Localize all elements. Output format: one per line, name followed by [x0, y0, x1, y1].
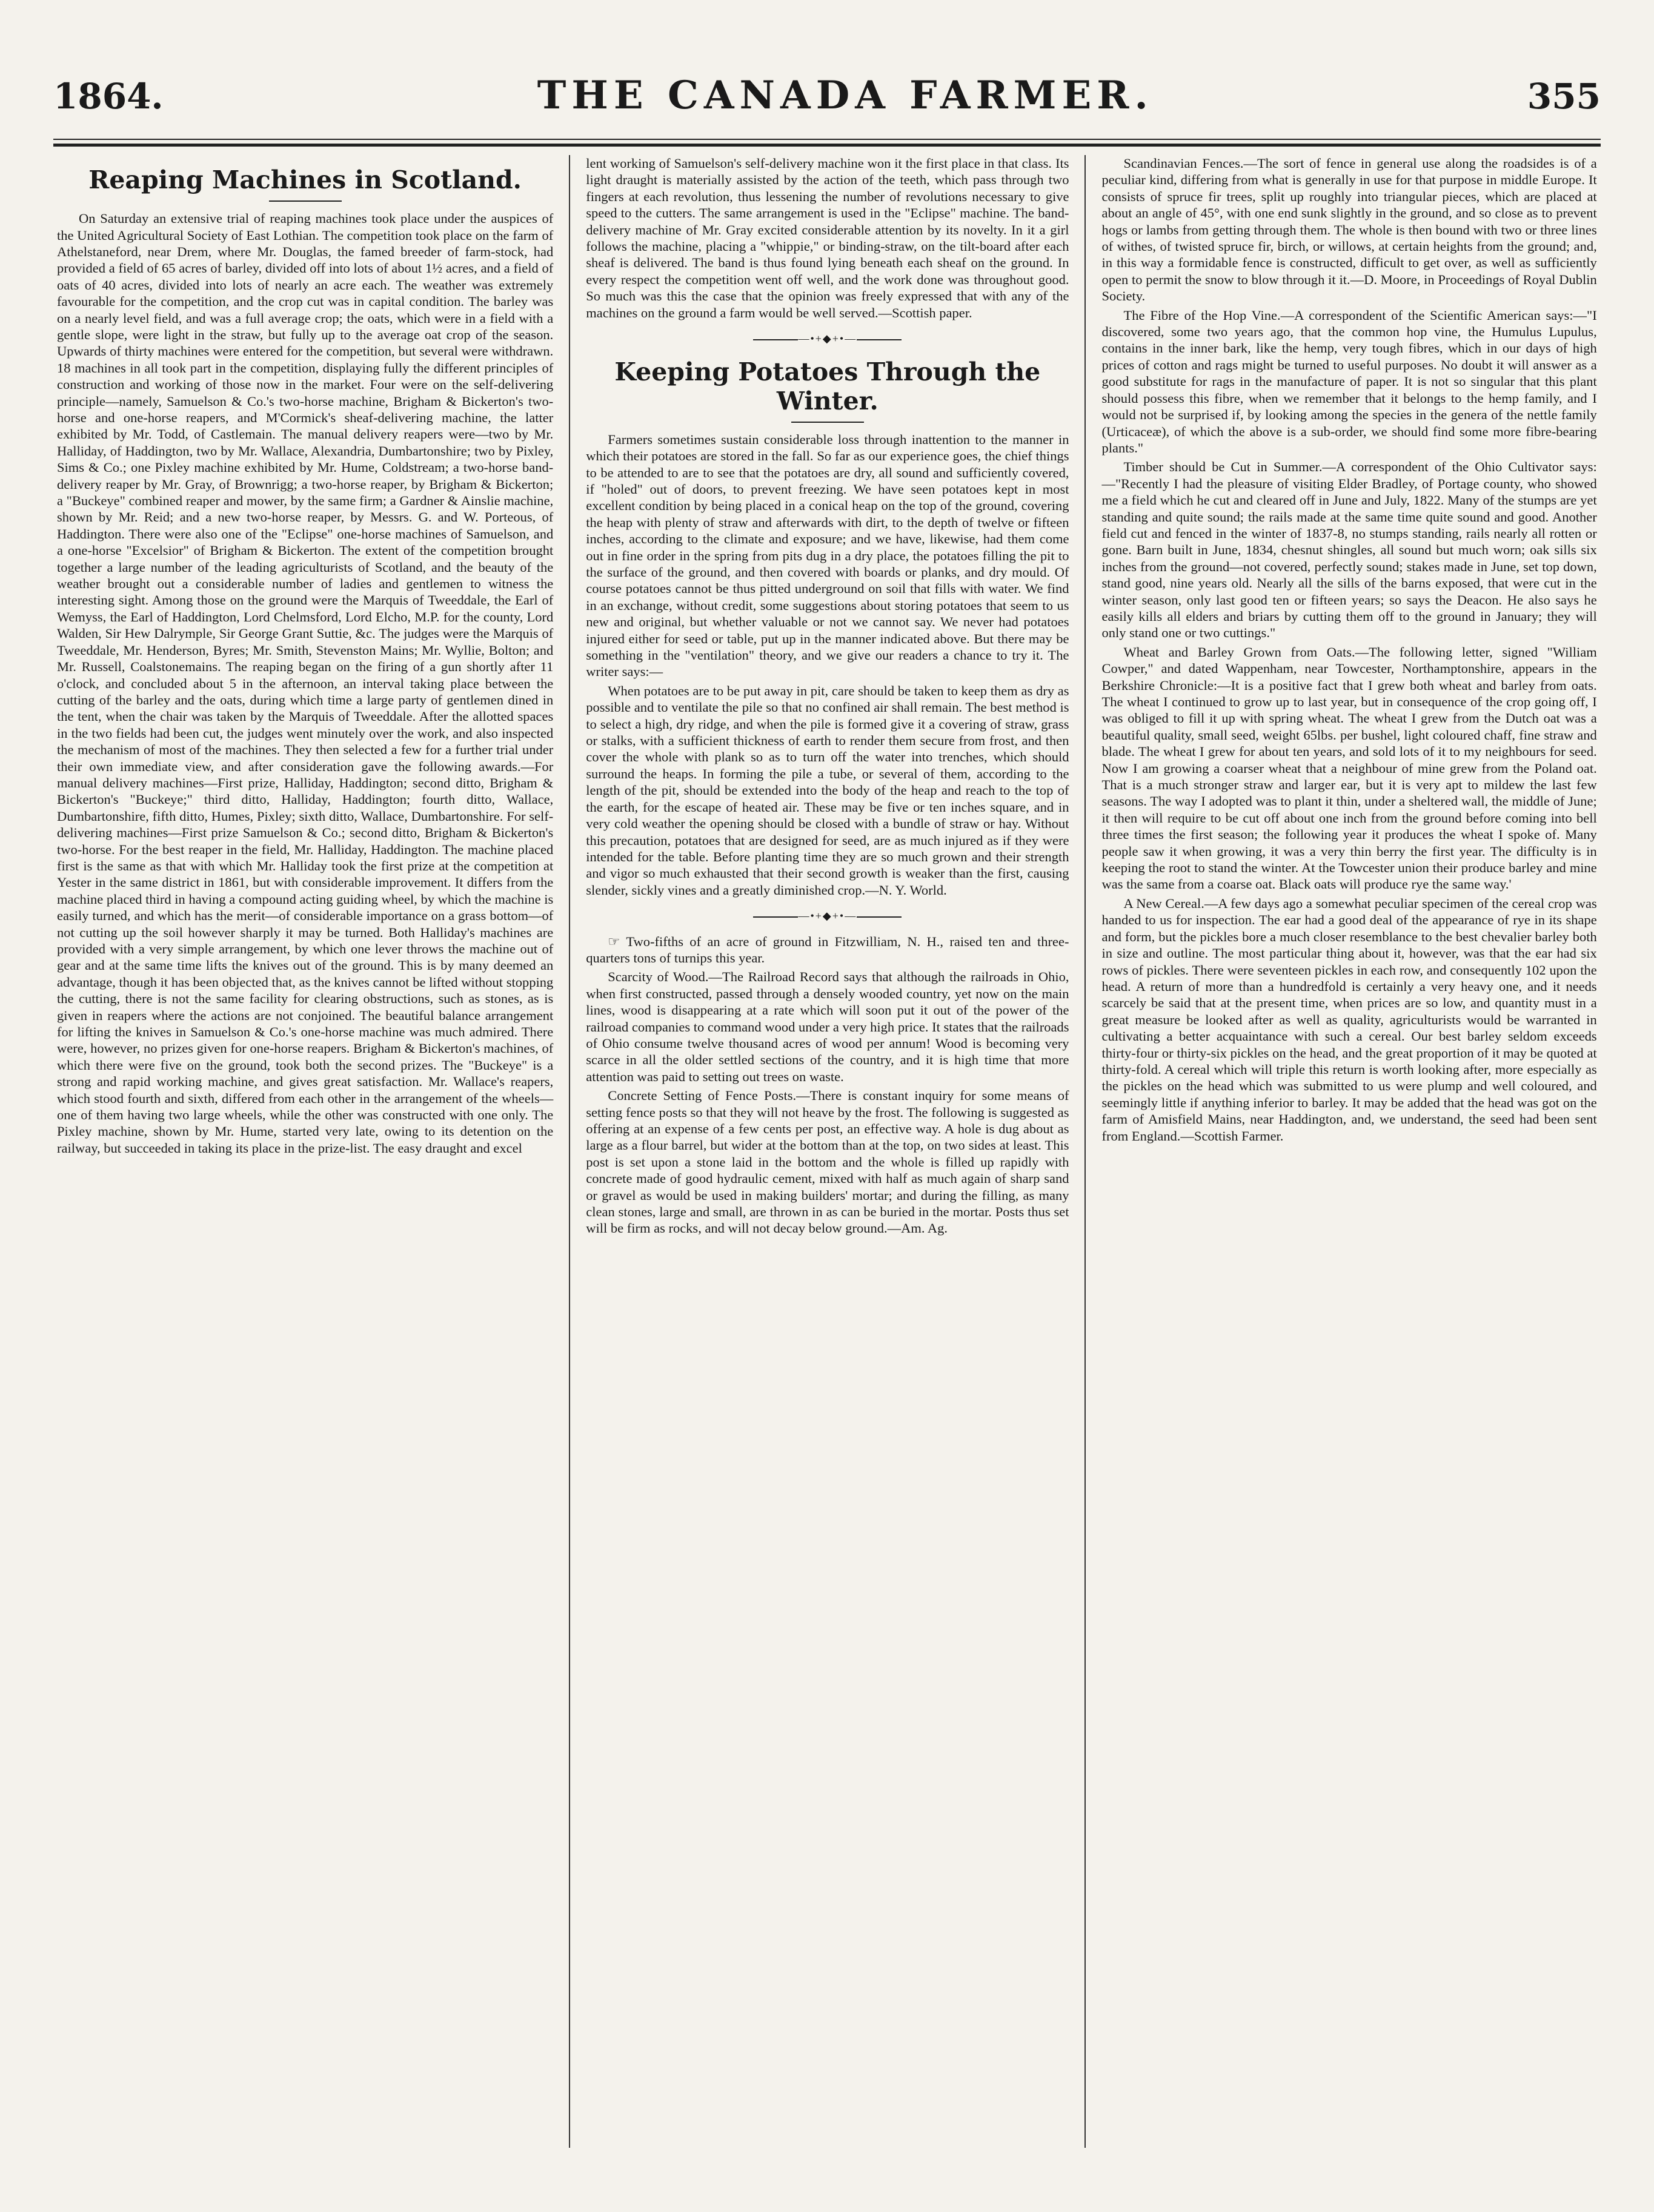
potatoes-paragraph-2: When potatoes are to be put away in pit, care should be taken to keep them as dry as possible and to ventilate the pile so that no confined air shall remain. The best method is to select a high, dry ridge, and when the pile is formed give it a covering of straw, grass or stalks, with a sufficient thickness of earth to render them secure from frost, and then cover the whole with plank so as to turn off the water into trenches, which should surround the heaps. In forming the pile a tube, or several of them, according to the length of the pit, should be extended into the body of the heap and reach to the top of the earth, for the escape of heated air. These may be five or ten inches square, and in very cold weather the opening should be closed with a bundle of straw or hay. Without this precaution, potatoes that are designed for seed, are as much injured as if they were intended for the table. Before planting time they are so much grown and their strength and vigor so much exhausted that their second growth is weaker than the first, causing slender, sickly vines and a greatly diminished crop.—N. Y. World.	[586, 683, 1069, 898]
heading-keeping-potatoes: Keeping Potatoes Through the Winter.	[614, 357, 1041, 416]
scandinavian-fences-paragraph: Scandinavian Fences.—The sort of fence in general use along the roadsides is of a peculiar kind, differing from what is generally in use for that purpose in middle Europe. It consists of spruce fir trees, split up roughly into triangular pieces, which are placed at about an angle of 45°, with one end sunk slightly in the ground, and so close as to prevent hogs or lambs from getting through them. The whole is then bound with two or three lines of withes, of twisted spruce fir, birch, or willows, at certain heights from the ground; and, in this way a formidable fence is constructed, difficult to get over, as well as sufficiently open to permit the snow to blow through it it.—D. Moore, in Proceedings of Royal Dublin Society.	[1101, 156, 1597, 304]
heading-reaping-machines: Reaping Machines in Scotland.	[88, 165, 522, 194]
header-rule-thick	[53, 144, 1601, 147]
heading-underline	[791, 422, 864, 423]
heading-underline	[269, 200, 342, 202]
new-cereal-paragraph: A New Cereal.—A few days ago a somewhat peculiar specimen of the cereal crop was handed to us for inspection. The ear had a good deal of the appearance of rye in its shape and form, but the pickles bore a much closer resemblance to the best chevalier barley both in size and outline. The most particular thing about it, however, was that the ear had six rows of pickles. There were seventeen pickles in each row, and consequently 102 upon the head. A return of more than a hundredfold is certainly a very heavy one, and it needs scarcely be said that at the present time, when prices are so low, and quantity must in a great measure be looked after as well as quality, agriculturists would be warranted in cultivating a better acquaintance with such a cereal. Our best barley seldom exceeds thirty-four or thirty-six pickles on the head, and the great proportion of it may be quoted at thirty-fold. A cereal which will triple this return is worth looking after, more especially as the pickles on the head which was submitted to us were plump and well coloured, and seemingly little if anything inferior to barley. It may be added that the head was got on the farm of Amisfield Mains, near Haddington, and, we understand, the seed had been sent from England.—Scottish Farmer.	[1101, 895, 1597, 1144]
hop-vine-fibre-paragraph: The Fibre of the Hop Vine.—A correspondent of the Scientific American says:—"I discovered, some two years ago, that the common hop vine, the Humulus Lupulus, contains in the inner bark, like the hemp, very tough fibres, which in our days of high prices of cotton and rags might be turned to useful purposes. No doubt it will answer as a good substitute for rags in the manufacture of paper. It is not so singular that this plant should possess this fibre, when we remember that it belongs to the hemp family, and I would not be surprised if, by looking among the species in the genera of the nettle family (Urticaceæ), of which the above is a sub-order, we should find some more fibre-bearing plants."	[1101, 307, 1597, 455]
concrete-fence-posts-paragraph: Concrete Setting of Fence Posts.—There is constant inquiry for some means of setting fence posts so that they will not heave by the frost. The following is suggested as offering at an expense of a few cents per post, an effective way. A hole is dug about as large as a flour barrel, but wider at the bottom than at the top, on two sides at least. This post is set upon a stone laid in the bottom and the whole is filled up rapidly with concrete made of good hydraulic cement, mixed with half as much again of sharp sand or gravel as would be used in making builders' mortar; and during the filling, as many clean stones, large and small, are thrown in as can be buried in the mortar. Posts thus set will be firm as rocks, and will not decay below ground.—Am. Ag.	[586, 1088, 1069, 1236]
potatoes-paragraph-1: Farmers sometimes sustain considerable loss through inattention to the manner in which their potatoes are stored in the fall. So far as our experience goes, the chief things to be attended to are to see that the potatoes are dry, all sound and sufficiently covered, if "holed" out of doors, to prevent freezing. We have seen potatoes kept in most excellent condition by being placed in a conical heap on the top of the ground, covering the heap with plenty of straw and afterwards with dirt, to the depth of twelve or fifteen inches, according to the climate and exposure; and we have, likewise, had them come out in fine order in the spring from pits dug in a dry place, the potatoes filling the pit to the surface of the ground, and then covered with boards or planks, and dry mould. Of course potatoes cannot be thus pitted underground on soil that fills with water. We find in an exchange, without credit, some suggestions about storing potatoes that seem to us new and original, but whether valuable or not we cannot say. We never had potatoes injured either for seed or table, put up in the manner indicated above. But there may be something in the "ventilation" theory, and we give our readers a chance to try it. The writer says:—	[586, 431, 1069, 680]
wheat-barley-oats-paragraph: Wheat and Barley Grown from Oats.—The following letter, signed "William Cowper," and dated Wappenham, near Towcester, Northamptonshire, appears in the Berkshire Chronicle:—It is a positive fact that I grew both wheat and barley from oats. The wheat I continued to grow up to last year, but in consequence of the crop going off, I was obliged to fill it up with spring wheat. The wheat I grew from the Dutch oat was a beautiful quality, small seed, weight 65lbs. per bushel, light coloured chaff, fine straw and blade. The wheat I grew for about ten years, and sold lots of it to my neighbours for seed. Now I am growing a coarser wheat that a neighbour of mine grew from the Poland oat. That is a much stronger straw and larger ear, but it is very apt to mildew the last few seasons. The way I adopted was to plant it thin, under a sheltered wall, the middle of June; it then will require to be cut off about one inch from the ground before coming into bell three times the first season; the following year it produces the wheat I spoke of. Many people saw it when growing, it was a very thin berry the first year. The difficulty is in keeping the root to stand the winter. At the Towcester union their produce barley and mine was the same from a coarse oat. Black oats will produce rye the same way.'	[1101, 644, 1597, 892]
reaping-article-body: On Saturday an extensive trial of reaping machines took place under the auspices of the United Agricultural Society of East Lothian. The competition took place on the farm of Athelstaneford, near Drem, where Mr. Douglas, the famed breeder of farm-stock, had provided a field of 65 acres of barley, divided off into lots of about 1½ acres, and a field of oats of 40 acres, divided into lots of nearly an acre each. The weather was extremely favourable for the competition, and the crop cut was in capital condition. The barley was on a nearly level field, and was a full average crop; the oats, which were in a field with a gentle slope, were light in the straw, but fully up to the average oat crop of the season. Upwards of thirty machines were entered for the competition, but several were withdrawn. 18 machines in all took part in the competition, displaying fully the different principles of construction and working of those now in the market. Four were on the self-delivering principle—namely, Samuelson & Co.'s two-horse machine, Brigham & Bickerton's two-horse and one-horse reapers, and M'Cormick's sheaf-delivering machine, the latter exhibited by Mr. Todd, of Castlemain. The manual delivery reapers were—two by Mr. Halliday, of Haddington, two by Mr. Wallace, Alexandria, Dumbartonshire; two by Pixley, Sims & Co.; one Pixley machine exhibited by Mr. Hume, Coldstream; a two-horse band-delivery reaper by Mr. Gray, of Brownrigg; a two-horse reaper, by Brigham & Bickerton; a "Buckeye" combined reaper and mower, by the same firm; a Gardner & Ainslie machine, shown by Mr. Reid; and a new two-horse reaper, by Messrs. G. and W. Porteous, of Haddington. There were also one of the "Eclipse" one-horse machines of Samuelson, and a one-horse "Excelsior" of Brigham & Bickerton. The extent of the competition brought together a large number of the leading agriculturists of Scotland, and the beauty of the weather brought out a considerable number of ladies and gentlemen to witness the interesting sight. Among those on the ground were the Marquis of Tweeddale, the Earl of Wemyss, the Earl of Haddington, Lord Chelmsford, Lord Elcho, M.P. for the county, Lord Walden, Sir Hew Dalrymple, Sir George Grant Suttie, &c. The judges were the Marquis of Tweeddale, Mr. Henderson, Byres; Mr. Smith, Stevenston Mains; Mr. Wyllie, Bolton; and Mr. Russell, Coalstonemains. The reaping began on the firing of a gun shortly after 11 o'clock, and concluded about 5 in the afternoon, an interval taking place between the cutting of the barley and the oats, during which time a large party of gentlemen dined in the tent, when the chair was taken by the Marquis of Tweeddale. After the allotted spaces in the two fields had been cut, the judges went minutely over the work, and also inspected the mechanism of most of the machines. They then selected a few for a further trial under their own immediate view, and after consideration gave the following awards.—For manual delivery machines—First prize, Halliday, Haddington; second ditto, Brigham & Bickerton's "Buckeye;" third ditto, Halliday, Haddington; fourth ditto, Wallace, Dumbartonshire, fifth ditto, Humes, Pixley; sixth ditto, Wallace, Dumbartonshire. For self-delivering machines—First prize Samuelson & Co.; second ditto, Brigham & Bickerton's two-horse. For the best reaper in the field, Mr. Halliday, Haddington. The machine placed first is the same as that with which Mr. Halliday took the first prize at the competition at Yester in the same district in 1861, but with considerable improvement. It differs from the machine placed third in having a compound acting guiding wheel, by which the machine is easily turned, and which has the merit—of considerable importance on a grass bottom—of not cutting up the soil however sharply it may be turned. Both Halliday's machines are provided with a very simple arrangement, by which one lever throws the machine out of gear and at the same time lifts the knives out of the ground. This is by many deemed an advantage, though it has been objected that, as the knives cannot be lifted without stopping the cutting, there is not the same facility for clearing obstructions, such as stones, as is given in reapers where the actions are not conjoined. The beautiful balance arrangement for lifting the knives in Samuelson & Co.'s one-horse machine was much admired. There were, however, no prizes given for one-horse reapers. Brigham & Bickerton's machines, of which there were five on the ground, took both the second prizes. The "Buckeye" is a strong and rapid working machine, and gives great satisfaction. Mr. Wallace's reapers, which stood fourth and sixth, differed from each other in the arrangement of the wheels—one of them having two large wheels, while the other was constructed with one only. The Pixley machine, shown by Mr. Hume, started very late, owing to its detention on the railway, but succeeded in taking its place in the prize-list. The easy draught and excel	[57, 211, 554, 1156]
column-2	[569, 155, 1084, 2148]
reaping-article-continuation: lent working of Samuelson's self-delivery machine won it the first place in that class. Its light draught is materially assisted by the action of the teeth, which pass through two fingers at each revolution, thus lessening the number of revolutions necessary to give speed to the cutters. The same arrangement is used in the "Eclipse" machine. The band-delivery machine of Mr. Gray excited considerable attention by its novelty. In it a girl follows the machine, placing a "whippie," or binding-straw, on the tilt-board after each sheaf is delivered. The band is thus found lying beneath each sheaf on the ground. In every respect the competition went off well, and the work done was throughout good. So much was this the case that the opinion was freely expressed that with any of the machines on the ground a farm would be well served.—Scottish paper.	[586, 156, 1069, 320]
header-rule-thin	[53, 139, 1601, 140]
turnips-note: ☞ Two-fifths of an acre of ground in Fitzwilliam, N. H., raised ten and three-quarters tons of turnips this year.	[586, 933, 1069, 965]
page-number: 355	[1527, 76, 1601, 117]
scarcity-of-wood-paragraph: Scarcity of Wood.—The Railroad Record says that although the railroads in Ohio, when first constructed, passed through a densely wooded country, yet now on the main lines, wood is disappearing at a rate which will soon put it out of the power of the railroad companies to command wood under a very high price. It states that the railroads of Ohio consume twelve thousand acres of wood per annum! Wood is becoming very scarce in all the older settled sections of the country, and it is high time that more attention was paid to setting out trees on waste.	[586, 969, 1069, 1084]
timber-summer-paragraph: Timber should be Cut in Summer.—A correspondent of the Ohio Cultivator says:—"Recently I had the pleasure of visiting Elder Bradley, of Portage county, who showed me a field which he cut and cleared off in June and July, 1822. Many of the stumps are yet standing and quite sound; the rails made at the same time quite sound and good. Another field cut and fenced in the winter of 1837-8, no stumps standing, rails nearly all rotten or gone. Barn built in June, 1834, chesnut shingles, all sound but much worn; oak sills six inches from the ground—not covered, perfectly sound; stakes made in June, set top down, stand good, nine years old. Nearly all the sills of the barns exposed, that were cut in the winter season, only last good ten or fifteen years; so says the Deacon. He also says he easily kills all elders and briars by cutting them off to the ground in January; they will only stand one or two cuttings."	[1101, 459, 1597, 641]
section-separator: —•+◆+•—	[586, 908, 1069, 924]
article-columns	[53, 155, 1601, 2148]
column-1	[53, 155, 569, 2148]
masthead	[53, 73, 1601, 118]
column-3	[1084, 155, 1600, 2148]
section-separator: —•+◆+•—	[586, 331, 1069, 347]
issue-year: 1864.	[53, 76, 164, 117]
newspaper-title: THE CANADA FARMER.	[537, 73, 1154, 118]
